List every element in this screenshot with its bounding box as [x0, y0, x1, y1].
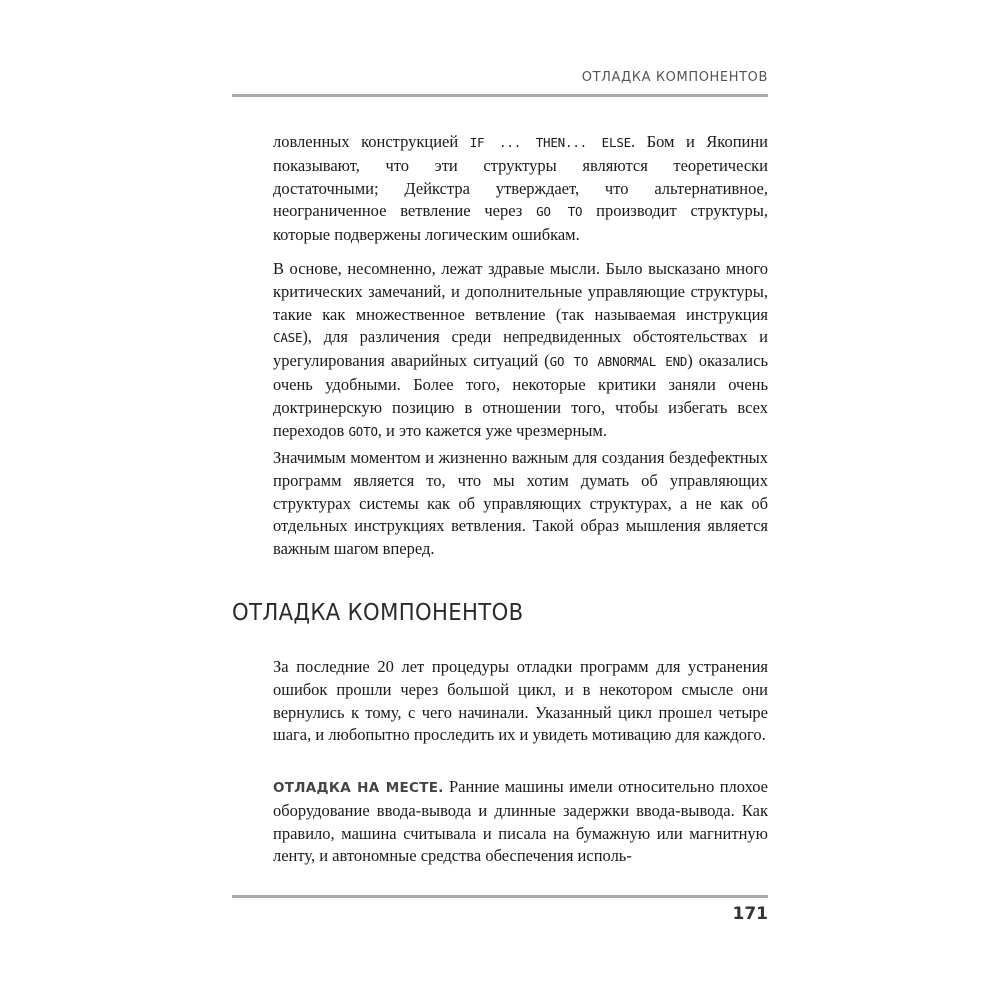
paragraph-text: ) оказались очень удобными. Более того, некоторые критики заняли очень доктринерскую позицию в отношении того, чтобы избегать всех переходов [273, 351, 768, 440]
paragraph-text: Значимым моментом и жизненно важным для создания бездефектных программ является то, что мы хотим думать об управляющих структурах системы как об управляющих структурах, а не как об отдельных инструкциях ветвления. Такой образ мышления является важным шагом вперед. [273, 448, 768, 559]
paragraph-4 [273, 656, 768, 747]
paragraph-text: В основе, несомненно, лежат здравые мысли. Было высказано много критических замечаний, и дополнительные управляющие структуры, такие как множественное ветвление (так называемая инструкция [273, 259, 768, 324]
code-goto: GOTO [348, 423, 378, 439]
paragraph-text: ), для различения среди непредвиденных обстоятельствах и урегулирования аварийных ситуаций ( [273, 327, 768, 371]
paragraph-2 [273, 258, 768, 443]
header-rule [232, 94, 768, 97]
code-if-then-else: IF ... THEN... ELSE [469, 135, 631, 150]
paragraph-1 [273, 131, 768, 247]
section-heading: ОТЛАДКА КОМПОНЕНТОВ [232, 600, 524, 626]
paragraph-text: производит структуры, которые подвержены логическим ошибкам. [273, 201, 769, 245]
page-number: 171 [732, 904, 768, 924]
code-go-to-abnormal-end: GO TO ABNORMAL END [549, 354, 688, 370]
code-go-to: GO TO [536, 204, 583, 220]
paragraph-text: , и это кажется уже чрезмерным. [377, 420, 608, 440]
paragraph-text: . Бом и Якопини показывают, что эти структуры являются теоретически достаточными; Дейкстра утверждает, что альтернативное, неограниченное ветвление через [273, 132, 769, 221]
run-in-heading: ОТЛАДКА НА МЕСТЕ. [273, 780, 444, 796]
footer-rule [232, 895, 768, 898]
code-case: CASE [273, 330, 303, 346]
running-head: ОТЛАДКА КОМПОНЕНТОВ [581, 70, 768, 85]
paragraph-5 [273, 776, 768, 868]
paragraph-text: За последние 20 лет процедуры отладки программ для устранения ошибок прошли через большой цикл, и в некотором смысле они вернулись к тому, с чего начинали. Указанный цикл прошел четыре шага, и любопытно проследить их и увидеть мотивацию для каждого. [273, 657, 768, 745]
paragraph-text: ловленных конструкцией [273, 132, 470, 151]
paragraph-3 [273, 447, 768, 561]
paragraph-text: Ранние машины имели относительно плохое оборудование ввода-вывода и длинные задержки ввода-вывода. Как правило, машина считывала и писала на бумажную или магнитную ленту, и автономные средства обеспечения исполь- [273, 777, 768, 866]
